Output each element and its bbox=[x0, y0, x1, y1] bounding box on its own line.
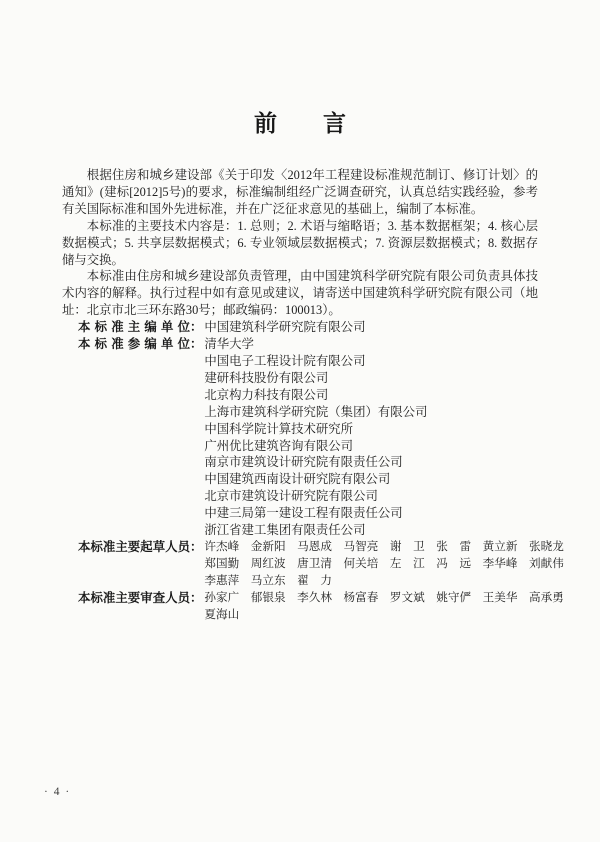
unit-name: 中国科学院计算技术研究所 bbox=[204, 421, 354, 436]
reviewer-names-row: 夏海山 bbox=[204, 607, 240, 621]
drafters-label bbox=[78, 539, 202, 556]
section-chief-editor-units bbox=[62, 319, 538, 336]
unit-name: 中国电子工程设计院有限公司 bbox=[204, 353, 366, 368]
member-units-label-text: 本标准参编单位 bbox=[78, 337, 190, 352]
unit-name: 北京构力科技有限公司 bbox=[204, 387, 329, 402]
unit-name: 浙江省建工集团有限责任公司 bbox=[204, 523, 366, 538]
unit-name: 广州优比建筑咨询有限公司 bbox=[204, 438, 354, 453]
page-content bbox=[62, 110, 564, 623]
paragraph: 本标准的主要技术内容是：1. 总则；2. 术语与缩略语；3. 基本数据框架；4. 核心层数据模式；5. 共享层数据模式；6. 专业领域层数据模式；7. 资源层数据模式；8. 数据存储与交换。 bbox=[62, 218, 538, 267]
unit-name: 南京市建筑设计研究院有限责任公司 bbox=[204, 455, 403, 470]
unit-name: 中国建筑科学研究院有限公司 bbox=[204, 320, 366, 335]
chief-units-list bbox=[202, 319, 538, 336]
drafter-names-row: 郑国勤 周红波 唐卫清 何关培 左 江 冯 远 李华峰 刘献伟 bbox=[204, 556, 564, 570]
unit-name: 建研科技股份有限公司 bbox=[204, 370, 329, 385]
drafters-label-text: 本标准主要起草人员 bbox=[78, 539, 190, 554]
chief-units-label-text: 本标准主编单位 bbox=[78, 320, 190, 335]
page-title: 前 言 bbox=[254, 110, 346, 136]
unit-name: 中建三局第一建设工程有限责任公司 bbox=[204, 506, 403, 521]
drafters-name-list bbox=[202, 539, 564, 590]
section-member-units bbox=[62, 336, 538, 539]
chief-units-label bbox=[78, 319, 202, 336]
reviewers-name-list bbox=[202, 590, 564, 624]
chief-units-label-colon: ： bbox=[190, 320, 203, 335]
member-units-label bbox=[78, 336, 202, 353]
intro-paragraphs bbox=[62, 167, 538, 319]
member-units-label-colon: ： bbox=[190, 337, 203, 352]
unit-name: 清华大学 bbox=[204, 337, 254, 352]
section-drafters bbox=[62, 539, 564, 590]
unit-name: 北京市建筑设计研究院有限公司 bbox=[204, 489, 378, 504]
member-units-list bbox=[202, 336, 538, 539]
unit-name: 中国建筑西南设计研究院有限公司 bbox=[204, 472, 391, 487]
reviewer-names-row: 孙家广 郁银泉 李久林 杨富春 罗文斌 姚守俨 王美华 高承勇 bbox=[204, 590, 564, 604]
drafter-names-row: 李惠萍 马立东 翟 力 bbox=[204, 573, 332, 587]
unit-name: 上海市建筑科学研究院（集团）有限公司 bbox=[204, 404, 428, 419]
paragraph: 本标准由住房和城乡建设部负责管理，由中国建筑科学研究院有限公司负责具体技术内容的解释。执行过程中如有意见或建议，请寄送中国建筑科学研究院有限公司（地址：北京市北三环东路30号；邮政编码：100013）。 bbox=[62, 269, 538, 318]
page-number: · 4 · bbox=[44, 786, 71, 798]
drafters-label-colon: ： bbox=[190, 539, 203, 554]
paragraph: 根据住房和城乡建设部《关于印发〈2012年工程建设标准规范制订、修订计划〉的通知》(建标[2012]5号)的要求，标准编制组经广泛调查研究，认真总结实践经验，参考有关国际标准和国外先进标准，并在广泛征求意见的基础上，编制了本标准。 bbox=[62, 168, 538, 216]
reviewers-label bbox=[78, 590, 202, 607]
reviewers-label-colon: ： bbox=[190, 590, 203, 605]
section-reviewers bbox=[62, 590, 564, 624]
drafter-names-row: 许杰峰 金新阳 马恩成 马智亮 谢 卫 张 雷 黄立新 张晓龙 bbox=[204, 539, 564, 553]
reviewers-label-text: 本标准主要审查人员 bbox=[78, 590, 190, 605]
